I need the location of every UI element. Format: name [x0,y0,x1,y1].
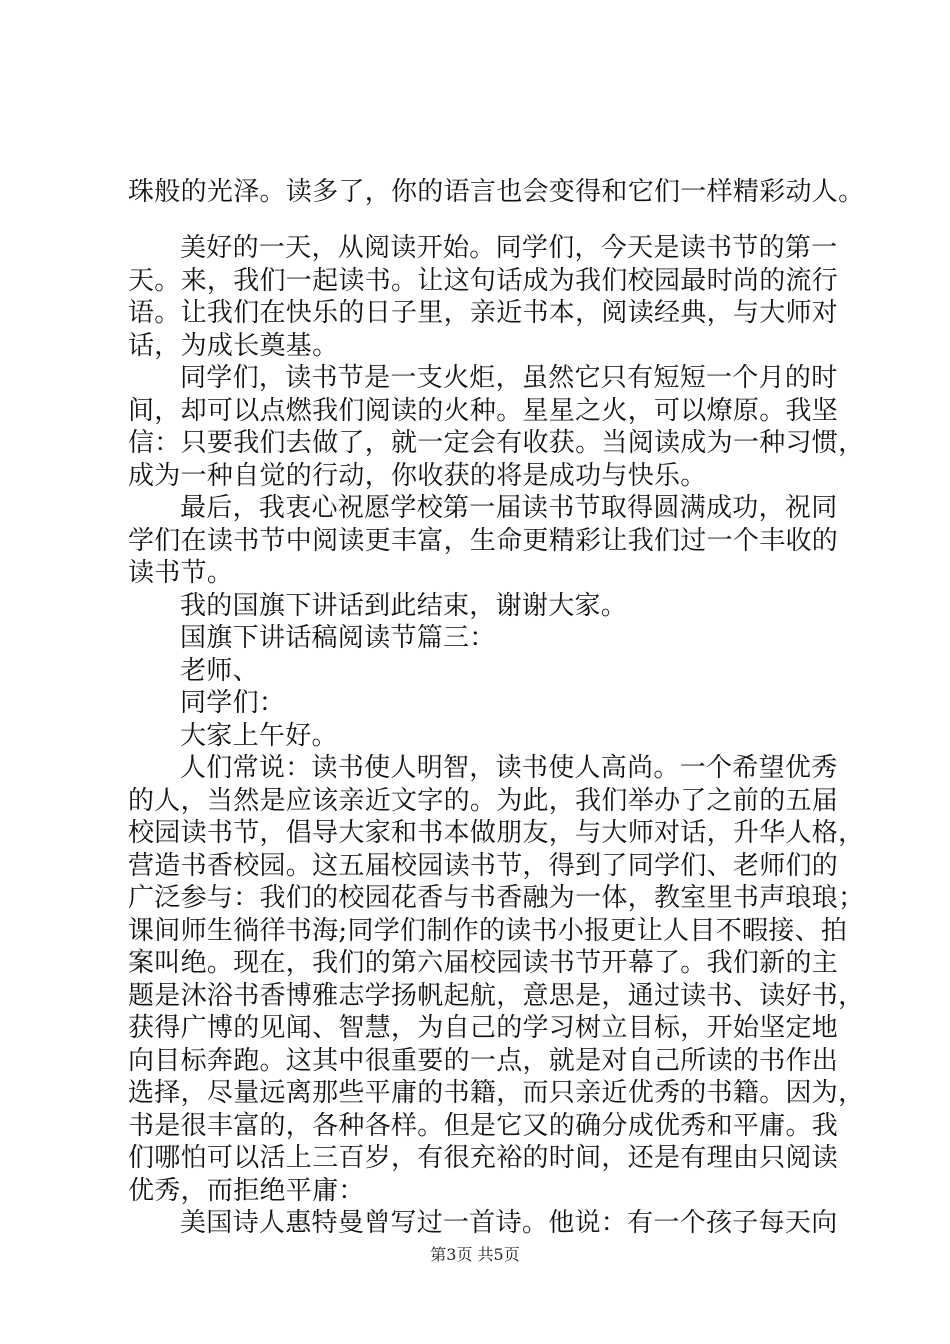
text-line: 同学们，读书节是一支火炬，虽然它只有短短一个月的时 [180,363,838,393]
text-line: 课间师生徜徉书海;同学们制作的读书小报更让人目不暇接、拍 [128,916,848,946]
greeting: 大家上午好。 [180,721,338,751]
text-line: 获得广博的见闻、智慧，为自己的学习树立目标，开始坚定地 [128,1013,839,1043]
text-line: 我的国旗下讲话到此结束，谢谢大家。 [180,591,628,621]
text-line: 书是很丰富的，各种各样。但是它又的确分成优秀和平庸。我 [128,1111,839,1141]
text-line: 语。让我们在快乐的日子里，亲近书本，阅读经典，与大师对 [128,298,839,328]
text-line: 成为一种自觉的行动，你收获的将是成功与快乐。 [128,461,707,491]
text-line: 营造书香校园。这五届校园读书节，得到了同学们、老师们的 [128,851,839,881]
text-line: 信：只要我们去做了，就一定会有收获。当阅读成为一种习惯， [128,428,865,458]
text-line: 美好的一天，从阅读开始。同学们，今天是读书节的第一 [180,233,838,263]
text-line: 话，为成长奠基。 [128,331,339,361]
text-line: 选择，尽量远离那些平庸的书籍，而只亲近优秀的书籍。因为， [128,1078,865,1108]
text-line: 人们常说：读书使人明智，读书使人高尚。一个希望优秀 [180,753,838,783]
text-line: 们哪怕可以活上三百岁，有很充裕的时间，还是有理由只阅读 [128,1143,839,1173]
text-line: 的人，当然是应该亲近文字的。为此，我们举办了之前的五届 [128,786,839,816]
text-line: 校园读书节，倡导大家和书本做朋友，与大师对话，升华人格， [128,818,865,848]
text-line: 间，却可以点燃我们阅读的火种。星星之火，可以燎原。我坚 [128,396,839,426]
text-line: 读书节。 [128,558,234,588]
text-line: 案叫绝。现在，我们的第六届校园读书节开幕了。我们新的主 [128,948,839,978]
text-line: 题是沐浴书香博雅志学扬帆起航，意思是，通过读书、读好书， [128,981,865,1011]
text-line: 美国诗人惠特曼曾写过一首诗。他说：有一个孩子每天向 [180,1208,838,1238]
salutation: 老师、 [180,656,259,686]
text-line: 天。来，我们一起读书。让这句话成为我们校园最时尚的流行 [128,266,839,296]
text-line: 最后，我衷心祝愿学校第一届读书节取得圆满成功，祝同 [180,493,838,523]
page-footer: 第3页 共5页 [430,1245,520,1264]
text-line: 学们在读书节中阅读更丰富，生命更精彩让我们过一个丰收的 [128,526,839,556]
text-line: 广泛参与：我们的校园花香与书香融为一体，教室里书声琅琅； [128,883,865,913]
text-line: 优秀，而拒绝平庸： [128,1176,365,1206]
text-line: 向目标奔跑。这其中很重要的一点，就是对自己所读的书作出 [128,1046,839,1076]
salutation: 同学们： [180,688,286,718]
section-heading: 国旗下讲话稿阅读节篇三： [180,623,496,653]
text-line: 珠般的光泽。读多了，你的语言也会变得和它们一样精彩动人。 [128,177,865,207]
